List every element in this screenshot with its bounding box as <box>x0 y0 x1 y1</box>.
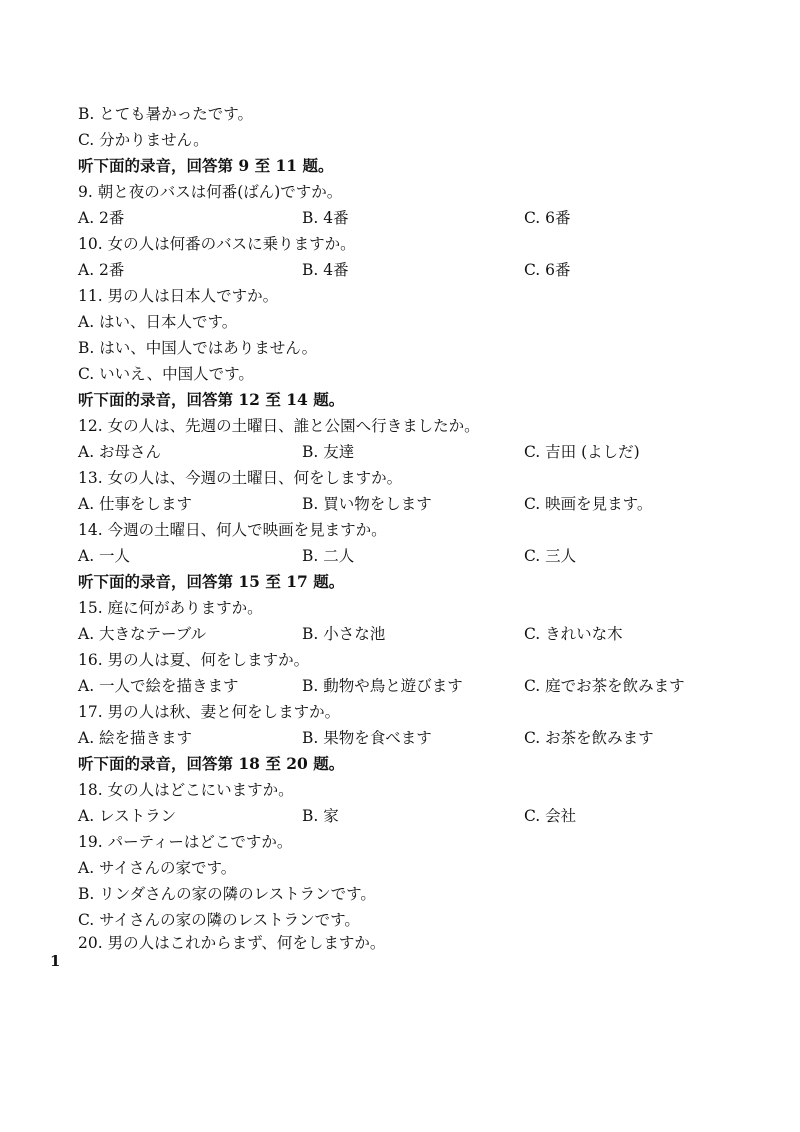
option-c: C. お茶を飲みます <box>524 729 654 747</box>
question-line: 13. 女の人は、今週の土曜日、何をしますか。 <box>78 469 403 487</box>
text-line: C. いいえ、中国人です。 <box>78 365 254 383</box>
text-line: C. サイさんの家の隣のレストランです。 <box>78 911 360 929</box>
options-row <box>0 621 800 647</box>
text-line: C. 分かりません。 <box>78 131 209 149</box>
options-row <box>0 725 800 751</box>
option-b: B. 動物や鳥と遊びます <box>302 677 463 695</box>
options-row <box>0 543 800 569</box>
page-number: 1 <box>50 952 61 970</box>
option-a: A. お母さん <box>78 443 162 461</box>
question-line: 17. 男の人は秋、妻と何をしますか。 <box>78 703 341 721</box>
option-a: A. 仕事をします <box>78 495 193 513</box>
text-line: B. とても暑かったです。 <box>78 105 254 123</box>
question-line: 20. 男の人はこれからまず、何をしますか。 <box>78 934 386 952</box>
options-row <box>0 257 800 283</box>
option-b: B. 買い物をします <box>302 495 432 513</box>
option-b: B. 二人 <box>302 547 355 565</box>
option-c: C. 会社 <box>524 807 577 825</box>
text-line: B. リンダさんの家の隣のレストランです。 <box>78 885 376 903</box>
option-c: C. きれいな木 <box>524 625 623 643</box>
section-heading: 听下面的录音，回答第 9 至 11 题。 <box>78 156 334 175</box>
option-a: A. レストラン <box>78 807 177 825</box>
option-a: A. 大きなテーブル <box>78 625 207 643</box>
option-b: B. 4番 <box>302 261 349 279</box>
text-line: A. はい、日本人です。 <box>78 313 238 331</box>
option-b: B. 小さな池 <box>302 625 386 643</box>
option-a: A. 絵を描きます <box>78 729 193 747</box>
question-line: 9. 朝と夜のバスは何番(ばん)ですか。 <box>78 183 343 201</box>
option-b: B. 友達 <box>302 443 355 461</box>
option-c: C. 6番 <box>524 209 571 227</box>
option-c: C. 吉田 (よしだ) <box>524 443 640 461</box>
options-row <box>0 439 800 465</box>
option-a: A. 一人 <box>78 547 131 565</box>
option-b: B. 4番 <box>302 209 349 227</box>
section-heading: 听下面的录音，回答第 12 至 14 题。 <box>78 390 345 409</box>
section-heading: 听下面的录音，回答第 15 至 17 题。 <box>78 572 345 591</box>
options-row <box>0 803 800 829</box>
option-c: C. 6番 <box>524 261 571 279</box>
option-c: C. 三人 <box>524 547 577 565</box>
question-line: 11. 男の人は日本人ですか。 <box>78 287 279 305</box>
text-line: B. はい、中国人ではありません。 <box>78 339 318 357</box>
option-a: A. 2番 <box>78 261 125 279</box>
text-line: A. サイさんの家です。 <box>78 859 237 877</box>
option-c: C. 庭でお茶を飲みます <box>524 677 685 695</box>
option-a: A. 2番 <box>78 209 125 227</box>
question-line: 19. パーティーはどこですか。 <box>78 833 293 851</box>
question-line: 14. 今週の土曜日、何人で映画を見ますか。 <box>78 521 387 539</box>
option-a: A. 一人で絵を描きます <box>78 677 239 695</box>
options-row <box>0 205 800 231</box>
question-line: 10. 女の人は何番のバスに乗りますか。 <box>78 235 356 253</box>
option-b: B. 家 <box>302 807 339 825</box>
option-c: C. 映画を見ます。 <box>524 495 653 513</box>
question-line: 16. 男の人は夏、何をしますか。 <box>78 651 310 669</box>
options-row <box>0 491 800 517</box>
options-row <box>0 673 800 699</box>
option-b: B. 果物を食べます <box>302 729 432 747</box>
question-line: 15. 庭に何がありますか。 <box>78 599 263 617</box>
section-heading: 听下面的录音，回答第 18 至 20 题。 <box>78 754 345 773</box>
question-line: 12. 女の人は、先週の土曜日、誰と公園へ行きましたか。 <box>78 417 480 435</box>
question-line: 18. 女の人はどこにいますか。 <box>78 781 294 799</box>
